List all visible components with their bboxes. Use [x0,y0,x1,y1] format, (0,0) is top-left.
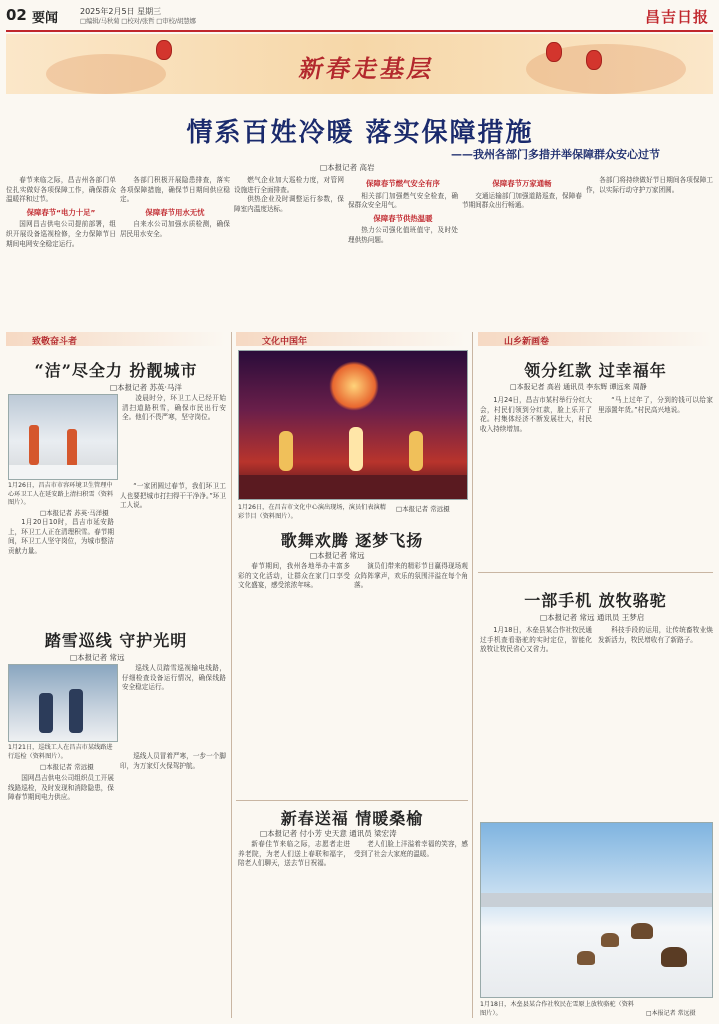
issue-date: 2025年2月5日 星期三 [80,7,162,16]
article-body: “一家团圆过春节，我们环卫工人也要把城市打扫得干干净净。”环卫工人说。 [120,482,226,510]
lead-column: 各部门将持续做好节日期间各项保障工作，以实际行动守护万家团圆。 [586,176,713,194]
article-byline: □本报记者 高岩 通讯员 李东辉 谭远来 周静 [510,383,647,391]
article-body: 老人们脸上洋溢着幸福的笑容，感受到了社会大家庭的温暖。 [354,840,468,858]
photo-byline: □本报记者 常远摄 [40,763,94,771]
lead-column: 保障春节燃气安全有序 相关部门加强燃气安全检查，确保群众安全用气。 保障春节供热温暖 热力公司强化值班值守，及时处理供热问题。 [348,179,458,244]
article-headline: 新春送福 情暖桑榆 [280,809,424,828]
lead-subhead: 保障春节用水无忧 [145,207,205,217]
lead-subhead: 保障春节供热温暖 [373,213,433,223]
article-body: 巡线人员冒着严寒，一步一个脚印，为万家灯火保驾护航。 [120,752,226,770]
photo-caption: 1月18日，木垒县某合作社牧民在雪原上放牧骆驼（资料图片）。 [480,1001,635,1017]
lantern-icon [156,40,172,60]
article-byline: □本报记者 常远 [70,653,125,662]
column-divider [472,332,473,1018]
editor-credits: □编辑/马秋菊 □校对/张哲 □审校/胡慧娜 [80,17,196,25]
article-headline: “洁”尽全力 扮靓城市 [34,361,198,380]
lead-subhead: 保障春节万家通畅 [492,179,552,188]
page-number: 02 [6,6,27,24]
section-label-right: 山乡新画卷 [504,337,550,347]
photo-caption: 1月26日，昌吉市市容环境卫生管理中心环卫工人在延安路上清扫积雪（资料图片）。 [8,482,114,506]
article-headline: 领分红款 过幸福年 [524,361,667,380]
article-body: “马上过年了，分到的钱可以给家里添置年货。”村民高兴地说。 [598,396,713,414]
lead-byline: □本报记者 高岩 [320,163,375,172]
article-headline: 踏雪巡线 守护光明 [44,631,188,650]
section-label-left: 致敬奋斗者 [32,337,78,347]
article-body: 1月24日，昌吉市某村举行分红大会，村民们领到分红款，脸上乐开了花。村集体经济不断发展壮大，村民收入持续增加。 [480,396,592,433]
lantern-icon [586,50,602,70]
article-body: 国网昌吉供电公司组织员工开展线路巡检，及时发现和消除隐患，保障春节期间电力供应。 [8,774,114,802]
power-line-patrol-photo [8,664,118,742]
article-headline: 歌舞欢腾 逐梦飞扬 [280,531,424,550]
lead-column: 燃气企业加大巡检力度，对管网设施进行全面排查。 供热企业及时调整运行参数，保障室内温度达标。 [234,176,344,213]
lead-subhead: 保障春节“电力十足” [26,207,96,217]
article-byline: □本报记者 常远 [310,551,365,560]
street-sweeper-photo [8,394,118,480]
photo-caption: 1月21日，巡线工人在昌吉市某线路进行巡检（资料图片）。 [8,744,113,760]
lead-column: 保障春节万家通畅 交通运输部门加强道路巡查，保障春节期间群众出行畅通。 [462,179,582,210]
lead-headline: 情系百姓冷暖 落实保障措施 [186,118,534,148]
banner-title: 新春走基层 [297,54,438,83]
article-body: 新春佳节来临之际，志愿者走进养老院，为老人们送上春联和福字，陪老人们聊天，送去节日祝福。 [238,840,350,868]
article-body: 演员们带来的精彩节目赢得现场观众阵阵掌声，欢乐的氛围洋溢在每个角落。 [354,562,468,590]
article-body: 科技手段的运用，让传统畜牧业焕发新活力，牧民增收有了新路子。 [598,626,713,644]
lead-subhead: 保障春节燃气安全有序 [366,179,440,188]
article-byline: □本报记者 常远 通讯员 王梦启 [540,613,645,622]
photo-byline: □本报记者 常远摄 [396,505,450,513]
newspaper-logo: 昌吉日报 [644,8,709,26]
header-rule [6,30,713,32]
lantern-icon [546,42,562,62]
article-divider [478,572,713,573]
section-name: 要闻 [32,11,59,26]
photo-caption: 1月26日，在昌吉市文化中心演出现场，演员们表演精彩节目（资料图片）。 [238,504,386,520]
article-body: 巡线人员踏雪巡视输电线路，仔细检查设备运行情况，确保线路安全稳定运行。 [122,664,226,692]
article-body: 春节期间，我州各地举办丰富多彩的文化活动，让群众在家门口享受文化盛宴，感受浓浓年味。 [238,562,350,590]
article-byline: □本报记者 付小芳 史天意 通讯员 梁宏涛 [260,829,397,838]
column-divider [231,332,232,1018]
article-body: 凌晨时分，环卫工人已经开始清扫道路积雪，确保市民出行安全。他们不畏严寒，坚守岗位。 [122,394,226,422]
photo-byline: □本报记者 常远摄 [646,1010,696,1017]
article-body: 1月20日10时，昌吉市延安路上，环卫工人正在清理积雪。春节期间，环卫工人坚守岗位，为城市整洁贡献力量。 [8,518,114,555]
lead-subtitle: ——我州各部门多措并举保障群众安心过节 [451,148,660,161]
section-label-middle: 文化中国年 [262,337,308,347]
lead-column: 春节来临之际，昌吉州各部门单位扎实做好各项保障工作，确保群众温暖祥和过节。 保障春节“电力十足” 国网昌吉供电公司提前部署，组织开展设备巡视检修，全力保障节日期间电网安全稳定运行。 [6,176,116,248]
article-headline: 一部手机 放牧骆驼 [524,591,667,610]
article-divider [236,800,468,801]
stage-performance-photo [238,350,468,500]
photo-byline: □本报记者 苏英·马洋摄 [40,509,109,517]
article-byline: □本报记者 苏英·马洋 [110,383,182,392]
lead-column: 各部门积极开展隐患排查，落实各项保障措施，确保节日期间供应稳定。 保障春节用水无忧 自来水公司加强水质检测，确保居民用水安全。 [120,176,230,238]
article-body: 1月18日，木垒县某合作社牧民通过手机查看骆驼的实时定位，智能化放牧让牧民省心又省力。 [480,626,592,654]
camel-herding-photo [480,822,713,998]
